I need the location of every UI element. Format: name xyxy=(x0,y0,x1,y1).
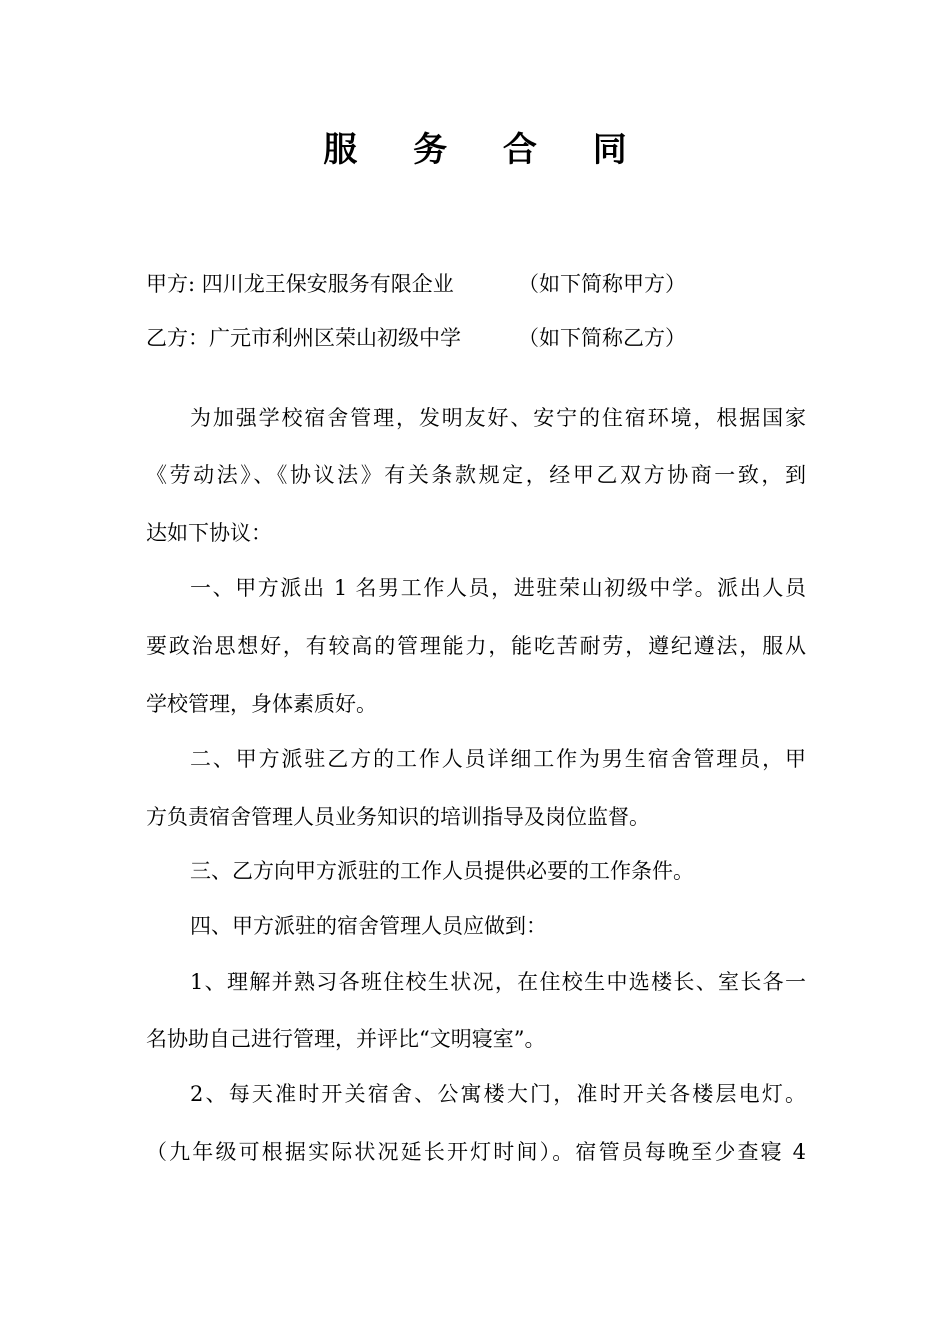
party-a-label: 甲方: 四川龙王保安服务有限企业 xyxy=(146,272,454,296)
party-a-note: （如下简称甲方） xyxy=(518,272,686,296)
paragraph-line: 名协助自己进行管理，并评比“文明寝室”。 xyxy=(146,1027,546,1051)
party-b-note: （如下简称乙方） xyxy=(518,326,686,350)
paragraph-line: 2、每天准时开关宿舍、公寓楼大门，准时开关各楼层电灯。 xyxy=(190,1082,806,1106)
paragraph-line: 1、理解并熟习各班住校生状况，在住校生中选楼长、室长各一 xyxy=(190,970,806,994)
paragraph-line: （九年级可根据实际状况延长开灯时间）。宿管员每晚至少查寝 4 xyxy=(146,1140,806,1164)
paragraph-line: 方负责宿舍管理人员业务知识的培训指导及岗位监督。 xyxy=(146,805,650,829)
paragraph-line: 达如下协议： xyxy=(146,521,272,545)
party-b-label: 乙方：广元市利州区荣山初级中学 xyxy=(146,326,461,350)
document-title: 服 务 合 同 xyxy=(323,130,649,170)
paragraph-line: 四、甲方派驻的宿舍管理人员应做到： xyxy=(190,914,547,938)
paragraph-line: 三、乙方向甲方派驻的工作人员提供必要的工作条件。 xyxy=(190,859,694,883)
paragraph-line: 学校管理，身体素质好。 xyxy=(146,692,377,716)
paragraph-line: 二、甲方派驻乙方的工作人员详细工作为男生宿舍管理员，甲 xyxy=(190,747,806,771)
paragraph-line: 为加强学校宿舍管理，发明友好、安宁的住宿环境，根据国家 xyxy=(190,406,806,430)
paragraph-line: 一、甲方派出 1 名男工作人员，进驻荣山初级中学。派出人员 xyxy=(190,576,806,600)
paragraph-line: 《劳动法》、《协议法》有关条款规定，经甲乙双方协商一致，到 xyxy=(146,463,806,487)
paragraph-line: 要政治思想好，有较高的管理能力，能吃苦耐劳，遵纪遵法，服从 xyxy=(146,634,806,658)
